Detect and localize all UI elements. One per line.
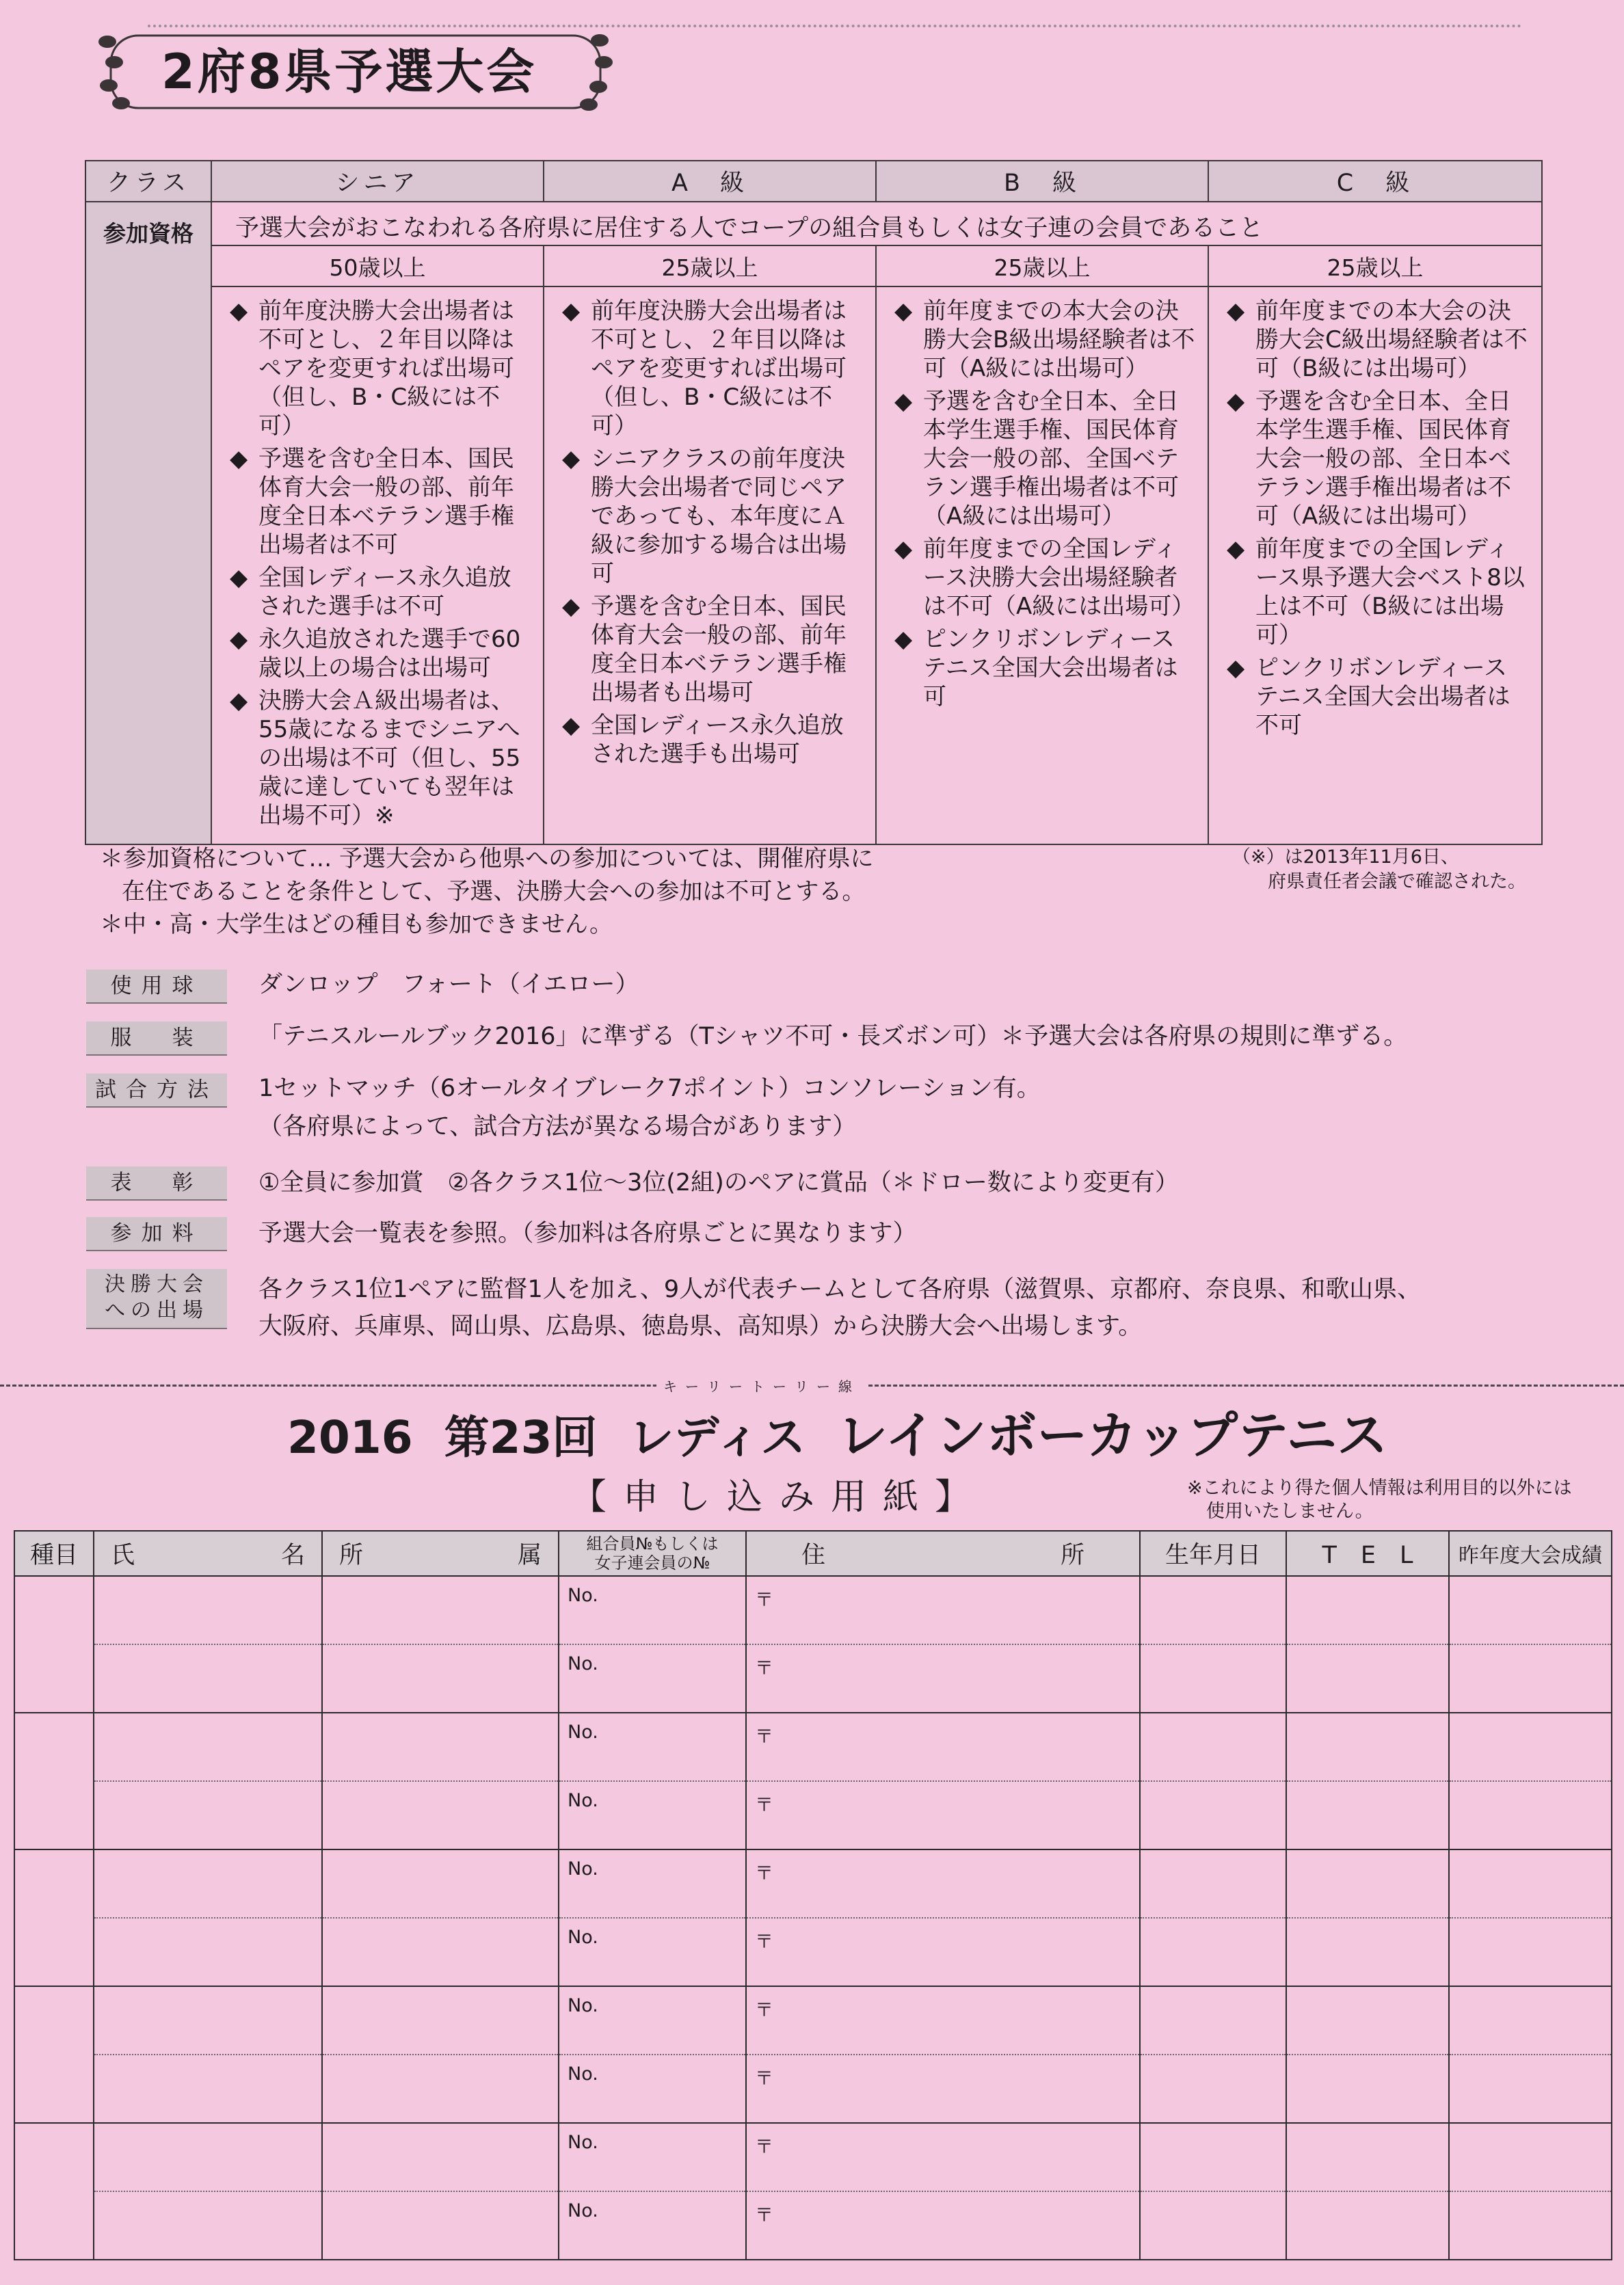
member-number-field[interactable]: [559, 1576, 746, 1644]
birthdate-field[interactable]: [1140, 2055, 1286, 2123]
leaf-ornament-icon: [112, 97, 130, 109]
label-final-entry: [86, 1269, 227, 1329]
header-member-number: 組合員№もしくは 女子連会員の№: [559, 1531, 746, 1576]
affiliation-field[interactable]: [322, 1781, 559, 1849]
member-number-field[interactable]: [559, 1986, 746, 2055]
address-field[interactable]: [746, 1986, 1140, 2055]
diamond-bullet-icon: ◆: [894, 535, 913, 563]
rules-c: [1208, 286, 1542, 844]
diamond-bullet-icon: ◆: [230, 297, 248, 325]
match-format-note: （各府県によって、試合方法が異なる場合があります）: [258, 1113, 857, 1140]
tel-field[interactable]: [1286, 1986, 1449, 2055]
event-field[interactable]: [14, 2123, 94, 2260]
rule-item: ◆ 前年度までの全国レディース県予選大会ベスト8以上は不可（B級には出場可）: [1227, 535, 1525, 649]
header-name: 氏 名: [94, 1531, 322, 1576]
label-entry-fee: 参加料: [86, 1217, 227, 1251]
name-field[interactable]: [94, 1713, 322, 1781]
last-result-field[interactable]: [1449, 1918, 1612, 1986]
label-award: 表 彰: [86, 1166, 227, 1201]
diamond-bullet-icon: ◆: [562, 712, 581, 739]
privacy-note: [1187, 1477, 1572, 1523]
address-field[interactable]: [746, 2123, 1140, 2191]
age-senior: 50歳以上: [211, 245, 544, 286]
last-result-field[interactable]: [1449, 1986, 1612, 2055]
member-number-prefix: No.: [568, 1722, 598, 1743]
rule-item: ◆ 予選を含む全日本、全日本学生選手権、国民体育大会一般の部、全国ベテラン選手権出場者は不可（A級には出場可）: [894, 388, 1179, 530]
birthdate-field[interactable]: [1140, 2191, 1286, 2260]
label-ball: 使用球: [86, 970, 227, 1004]
last-result-field[interactable]: [1449, 1576, 1612, 1644]
privacy-note-line1: ※これにより得た個人情報は利用目的以外には: [1187, 1478, 1572, 1499]
postal-mark-icon: 〒: [755, 2068, 773, 2089]
affiliation-field[interactable]: [322, 2055, 559, 2123]
affiliation-field[interactable]: [322, 2123, 559, 2191]
leaf-ornament-icon: [98, 36, 116, 48]
tel-field[interactable]: [1286, 1849, 1449, 1918]
birthdate-field[interactable]: [1140, 1781, 1286, 1849]
label-match-format: 試合方法: [86, 1073, 227, 1108]
affiliation-field[interactable]: [322, 1986, 559, 2055]
name-field[interactable]: [94, 2055, 322, 2123]
eligibility-table: [85, 160, 1543, 845]
address-field[interactable]: [746, 2191, 1140, 2260]
address-field[interactable]: [746, 1644, 1140, 1713]
tel-field[interactable]: [1286, 1781, 1449, 1849]
member-number-prefix: No.: [568, 2063, 598, 2085]
event-field[interactable]: [14, 1849, 94, 1986]
name-field[interactable]: [94, 1644, 322, 1713]
rules-a: [544, 286, 876, 844]
rule-item: ◆ ピンクリボンレディーステニス全国大会出場者は不可: [1227, 654, 1510, 739]
form-subtitle: 【申し込み用紙】: [571, 1477, 987, 1518]
label-final-entry-line1: 決勝大会: [105, 1272, 209, 1296]
last-result-field[interactable]: [1449, 1781, 1612, 1849]
postal-mark-icon: 〒: [755, 1932, 773, 1953]
rule-item: ◆ 前年度決勝大会出場者は不可とし、２年目以降はペアを変更すれば出場可（但し、B・C級には不可）: [230, 297, 514, 440]
class-header-b: B 級: [876, 161, 1208, 202]
dress-text: 「テニスルールブック2016」に準ずる（Tシャツ不可・長ズボン可）＊予選大会は各府県の規則に準ずる。: [258, 1023, 1408, 1050]
final-entry-text: 各クラス1位1ペアに監督1人を加え、9人が代表チームとして各府県（滋賀県、京都府、奈良県、和歌山県、: [258, 1276, 1422, 1303]
form-entry-row: [14, 2123, 1612, 2191]
diamond-bullet-icon: ◆: [894, 388, 913, 415]
award-text: ①全員に参加賞 ②各クラス1位～3位(2組)のペアに賞品（＊ドロー数により変更有）: [258, 1169, 1179, 1197]
last-result-field[interactable]: [1449, 2123, 1612, 2191]
diamond-bullet-icon: ◆: [1227, 654, 1245, 682]
class-header-a: A 級: [544, 161, 876, 202]
member-number-field[interactable]: [559, 1918, 746, 1986]
address-field[interactable]: [746, 1849, 1140, 1918]
event-field[interactable]: [14, 1576, 94, 1713]
form-title: レインボーカップテニス: [837, 1406, 1388, 1465]
side-note-line2: 府県責任者会議で確認された。: [1268, 871, 1526, 892]
rule-item: ◆ 予選を含む全日本、国民体育大会一般の部、前年度全日本ベテラン選手権出場者は不可: [230, 445, 514, 559]
name-field[interactable]: [94, 1918, 322, 1986]
rule-item: ◆ 永久追放された選手で60歳以上の場合は出場可: [230, 626, 521, 682]
rule-item: ◆ 予選を含む全日本、全日本学生選手権、国民体育大会一般の部、全日本ベテラン選手権出場者は不可（A級には出場可）: [1227, 388, 1511, 530]
member-number-field[interactable]: [559, 2191, 746, 2260]
last-result-field[interactable]: [1449, 2191, 1612, 2260]
page-title: 2府8県予選大会: [161, 44, 537, 100]
rules-senior: [211, 286, 544, 844]
rule-item: ◆ 前年度決勝大会出場者は不可とし、２年目以降はペアを変更すれば出場可（但し、B・C級には不可）: [562, 297, 847, 440]
form-entry-row: [14, 1576, 1612, 1644]
last-result-field[interactable]: [1449, 1644, 1612, 1713]
name-field[interactable]: [94, 2191, 322, 2260]
form-heading: [287, 1408, 1387, 1465]
leaf-ornament-icon: [105, 56, 123, 68]
diamond-bullet-icon: ◆: [894, 297, 913, 325]
header-address: 住 所: [746, 1531, 1140, 1576]
birthdate-field[interactable]: [1140, 1918, 1286, 1986]
name-field[interactable]: [94, 1781, 322, 1849]
rules-b: [876, 286, 1208, 844]
tel-field[interactable]: [1286, 2055, 1449, 2123]
postal-mark-icon: 〒: [755, 1590, 773, 1611]
cut-line-label: キーリートーリー線: [656, 1376, 867, 1395]
diamond-bullet-icon: ◆: [1227, 388, 1245, 415]
rule-item: ◆ 決勝大会Ａ級出場者は、55歳になるまでシニアへの出場は不可（但し、55歳に達していても翌年は出場不可）※: [230, 687, 521, 829]
header-birthdate: 生年月日: [1140, 1531, 1286, 1576]
member-number-prefix: No.: [568, 1653, 598, 1674]
name-field[interactable]: [94, 1849, 322, 1918]
affiliation-field[interactable]: [322, 1849, 559, 1918]
qualification-label: 参加資格: [85, 202, 211, 844]
postal-mark-icon: 〒: [755, 1658, 773, 1679]
name-field[interactable]: [94, 1986, 322, 2055]
diamond-bullet-icon: ◆: [230, 687, 248, 714]
postal-mark-icon: 〒: [755, 1726, 773, 1748]
leaf-ornament-icon: [100, 79, 118, 92]
last-result-field[interactable]: [1449, 2055, 1612, 2123]
birthdate-field[interactable]: [1140, 2123, 1286, 2191]
tel-field[interactable]: [1286, 1576, 1449, 1644]
tel-field[interactable]: [1286, 2191, 1449, 2260]
header-last-result: 昨年度大会成績: [1449, 1531, 1612, 1576]
last-result-field[interactable]: [1449, 1849, 1612, 1918]
form-body: [14, 1576, 1612, 2260]
class-header-label: クラス: [85, 161, 211, 202]
tel-field[interactable]: [1286, 1713, 1449, 1781]
postal-mark-icon: 〒: [755, 2000, 773, 2021]
name-field[interactable]: [94, 1576, 322, 1644]
header-tel: T E L: [1286, 1531, 1449, 1576]
member-number-field[interactable]: [559, 1849, 746, 1918]
privacy-note-line2: 使用いたしません。: [1206, 1501, 1374, 1522]
rule-item: ◆ 前年度までの全国レディース決勝大会出場経験者は不可（A級には出場可）: [894, 535, 1195, 620]
member-number-prefix: No.: [568, 1790, 598, 1811]
address-field[interactable]: [746, 2055, 1140, 2123]
age-b: 25歳以上: [876, 245, 1208, 286]
age-a: 25歳以上: [544, 245, 876, 286]
event-field[interactable]: [14, 1713, 94, 1849]
member-number-prefix: No.: [568, 1995, 598, 2016]
postal-mark-icon: 〒: [755, 2205, 773, 2226]
tel-field[interactable]: [1286, 1918, 1449, 1986]
birthdate-field[interactable]: [1140, 1576, 1286, 1644]
form-entry-row: [14, 1986, 1612, 2055]
header-event: 種目: [14, 1531, 94, 1576]
ball-text: ダンロップ フォート（イエロー）: [258, 971, 639, 998]
member-number-field[interactable]: [559, 1781, 746, 1849]
postal-mark-icon: 〒: [755, 1795, 773, 1816]
rule-item: ◆ 全国レディース永久追放された選手は不可: [230, 564, 511, 620]
form-entry-row: [14, 1644, 1612, 1713]
form-entry-row: [14, 2191, 1612, 2260]
diamond-bullet-icon: ◆: [230, 626, 248, 653]
diamond-bullet-icon: ◆: [562, 593, 581, 620]
qualification-note-line1: ＊参加資格について… 予選大会から他県への参加については、開催府県に: [100, 845, 874, 872]
member-number-field[interactable]: [559, 2055, 746, 2123]
side-note-line1: （※）は2013年11月6日、: [1232, 846, 1459, 868]
diamond-bullet-icon: ◆: [894, 626, 913, 653]
birthdate-field[interactable]: [1140, 1849, 1286, 1918]
class-header-c: C 級: [1208, 161, 1542, 202]
member-number-prefix: No.: [568, 1927, 598, 1948]
label-final-entry-line2: への出場: [105, 1298, 209, 1322]
rule-item: ◆ 前年度までの本大会の決勝大会C級出場経験者は不可（B級には出場可）: [1227, 297, 1528, 382]
rule-item: ◆ ピンクリボンレディーステニス全国大会出場者は可: [894, 626, 1178, 710]
last-result-field[interactable]: [1449, 1713, 1612, 1781]
form-year: 2016: [287, 1411, 413, 1464]
affiliation-field[interactable]: [322, 1713, 559, 1781]
rule-item: ◆ 前年度までの本大会の決勝大会B級出場経験者は不可（A級には出場可）: [894, 297, 1195, 382]
address-field[interactable]: [746, 1576, 1140, 1644]
affiliation-field[interactable]: [322, 1644, 559, 1713]
address-field[interactable]: [746, 1918, 1140, 1986]
leaf-ornament-icon: [580, 98, 598, 111]
affiliation-field[interactable]: [322, 2191, 559, 2260]
leaf-ornament-icon: [589, 81, 607, 93]
form-series: レディス: [628, 1411, 806, 1464]
birthdate-field[interactable]: [1140, 1644, 1286, 1713]
rule-item: ◆ シニアクラスの前年度決勝大会出場者で同じペアであっても、本年度にＡ級に参加する場合は出場可: [562, 445, 847, 587]
member-number-prefix: No.: [568, 2132, 598, 2153]
member-number-field[interactable]: [559, 1644, 746, 1713]
rule-item: ◆ 予選を含む全日本、国民体育大会一般の部、前年度全日本ベテラン選手権出場者も出場可: [562, 593, 847, 706]
leaf-ornament-icon: [595, 56, 613, 68]
label-dress: 服 装: [86, 1021, 227, 1056]
affiliation-field[interactable]: [322, 1918, 559, 1986]
match-format-text: 1セットマッチ（6オールタイブレーク7ポイント）コンソレーション有。: [258, 1075, 1041, 1102]
form-edition: 第23回: [444, 1411, 598, 1464]
final-entry-text2: 大阪府、兵庫県、岡山県、広島県、徳島県、高知県）から決勝大会へ出場します。: [258, 1313, 1143, 1340]
postal-mark-icon: 〒: [755, 2137, 773, 2158]
form-entry-row: [14, 1713, 1612, 1781]
common-requirement: 予選大会がおこなわれる各府県に居住する人でコープの組合員もしくは女子連の会員であること: [211, 202, 1542, 245]
entry-fee-text: 予選大会一覧表を参照。（参加料は各府県ごとに異なります）: [258, 1220, 917, 1247]
form-entry-row: [14, 1918, 1612, 1986]
event-field[interactable]: [14, 1986, 94, 2123]
form-entry-row: [14, 2055, 1612, 2123]
rule-item: ◆ 全国レディース永久追放された選手も出場可: [562, 712, 844, 768]
header-affiliation: 所 属: [322, 1531, 559, 1576]
age-c: 25歳以上: [1208, 245, 1542, 286]
diamond-bullet-icon: ◆: [562, 445, 581, 472]
member-number-field[interactable]: [559, 2123, 746, 2191]
class-header-senior: シニア: [211, 161, 544, 202]
leaf-ornament-icon: [591, 34, 609, 46]
application-form-table: [14, 1530, 1612, 2260]
top-dotted-rule: [148, 25, 1522, 27]
affiliation-field[interactable]: [322, 1576, 559, 1644]
diamond-bullet-icon: ◆: [562, 297, 581, 325]
tel-field[interactable]: [1286, 2123, 1449, 2191]
name-field[interactable]: [94, 2123, 322, 2191]
student-note: ＊中・高・大学生はどの種目も参加できません。: [100, 911, 613, 938]
birthdate-field[interactable]: [1140, 1986, 1286, 2055]
member-number-field[interactable]: [559, 1713, 746, 1781]
tel-field[interactable]: [1286, 1644, 1449, 1713]
qualification-note-line2: 在住であることを条件として、予選、決勝大会への参加は不可とする。: [122, 878, 866, 905]
form-entry-row: [14, 1849, 1612, 1918]
diamond-bullet-icon: ◆: [1227, 535, 1245, 563]
postal-mark-icon: 〒: [755, 1863, 773, 1884]
form-entry-row: [14, 1781, 1612, 1849]
member-number-prefix: No.: [568, 2200, 598, 2221]
member-number-prefix: No.: [568, 1585, 598, 1606]
address-field[interactable]: [746, 1781, 1140, 1849]
diamond-bullet-icon: ◆: [230, 445, 248, 472]
address-field[interactable]: [746, 1713, 1140, 1781]
member-number-prefix: No.: [568, 1858, 598, 1880]
diamond-bullet-icon: ◆: [230, 564, 248, 591]
diamond-bullet-icon: ◆: [1227, 297, 1245, 325]
birthdate-field[interactable]: [1140, 1713, 1286, 1781]
